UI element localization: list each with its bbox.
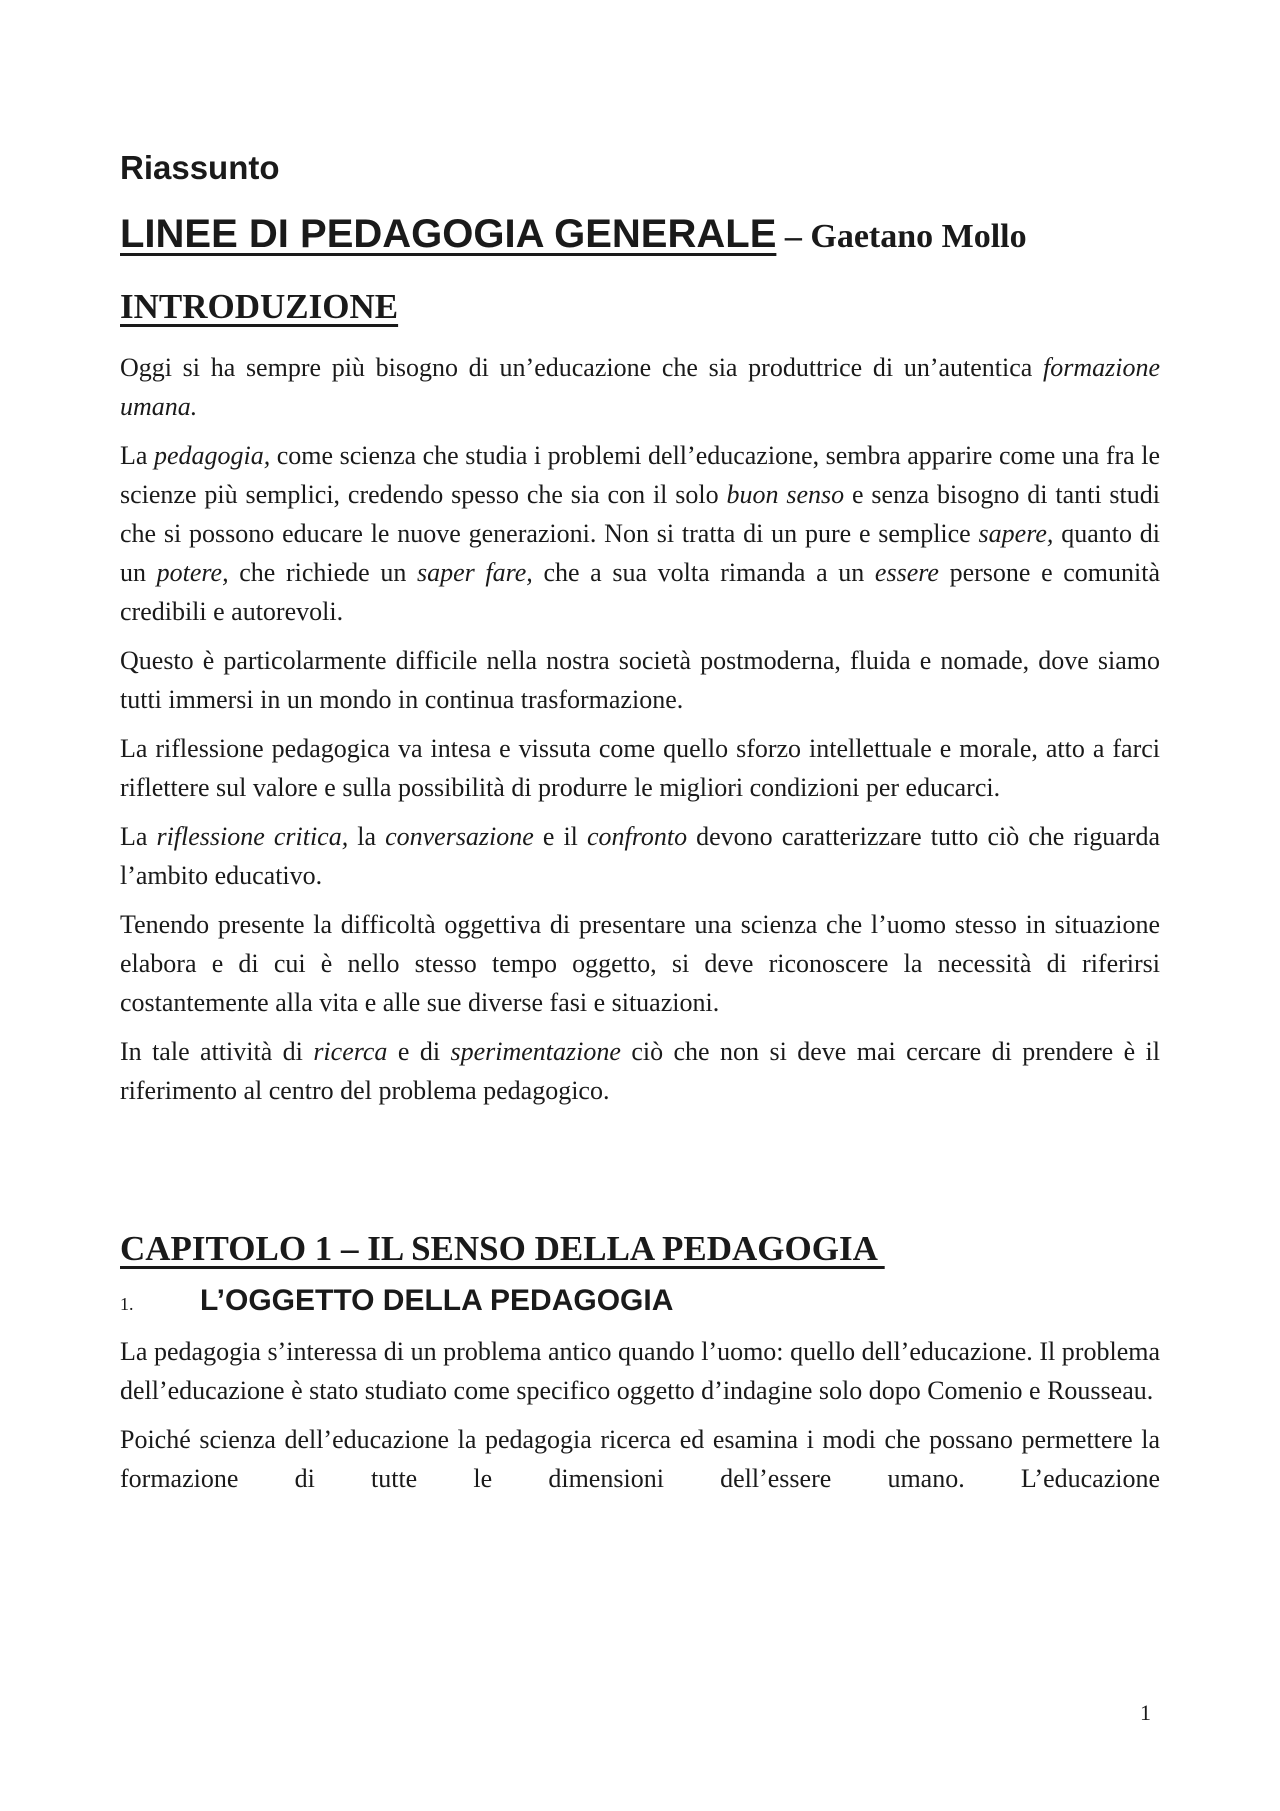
intro-paragraph-2: La pedagogia, come scienza che studia i problemi dell’educazione, sembra apparire come una fra le scienze più semplici, credendo spesso che sia con il solo buon senso e senza bisogno di tanti studi che si possono educare le nuove generazioni. Non si tratta di un pure e semplice sapere, quanto di un potere, che richiede un saper fare, che a sua volta rimanda a un essere persone e comunità credibili e autorevoli.	[120, 441, 1161, 627]
chapter-heading: CAPITOLO 1 – IL SENSO DELLA PEDAGOGIA	[120, 1229, 885, 1269]
introduction-heading: INTRODUZIONE	[120, 287, 399, 327]
intro-paragraph-7: In tale attività di ricerca e di sperimentazione ciò che non si deve mai cercare di prendere è il riferimento al centro del problema pedagogico.	[120, 1037, 1161, 1106]
title-main: LINEE DI PEDAGOGIA GENERALE	[120, 212, 777, 257]
intro-paragraph-1: Oggi si ha sempre più bisogno di un’educazione che sia produttrice di un’autentica formazione umana.	[120, 353, 1160, 422]
intro-paragraph-5: La riflessione critica, la conversazione e il confronto devono caratterizzare tutto ciò che riguarda l’ambito educativo.	[120, 822, 1161, 891]
section-number: 1.	[120, 1294, 134, 1315]
section-title: L’OGGETTO DELLA PEDAGOGIA	[200, 1284, 674, 1318]
title-author: – Gaetano Mollo	[776, 218, 1027, 256]
section-spacer	[120, 1120, 1160, 1228]
intro-paragraph-4: La riflessione pedagogica va intesa e vissuta come quello sforzo intellettuale e morale, atto a farci riflettere sul valore e sulla possibilità di produrre le migliori condizioni per educarci.	[120, 734, 1160, 803]
page-number: 1	[1140, 1700, 1151, 1725]
chapter-paragraph-2: Poiché scienza dell’educazione la pedagogia ricerca ed esamina i modi che possano permettere la formazione di tutte le dimensioni dell’essere umano. L’educazione	[120, 1425, 1160, 1494]
document-title	[120, 212, 1160, 256]
document-label: Riassunto	[120, 149, 280, 186]
intro-paragraph-3: Questo è particolarmente difficile nella nostra società postmoderna, fluida e nomade, dove siamo tutti immersi in un mondo in continua trasformazione.	[120, 646, 1160, 715]
page-content	[120, 150, 1160, 1508]
section-heading	[120, 1284, 1160, 1318]
intro-paragraph-6: Tenendo presente la difficoltà oggettiva di presentare una scienza che l’uomo stesso in situazione elabora e di cui è nello stesso tempo oggetto, si deve riconoscere la necessità di riferirsi costantemente alla vita e alle sue diverse fasi e situazioni.	[120, 910, 1160, 1018]
chapter-paragraph-1: La pedagogia s’interessa di un problema antico quando l’uomo: quello dell’educazione. Il problema dell’educazione è stato studiato come specifico oggetto d’indagine solo dopo Comenio e Rousseau.	[120, 1337, 1160, 1406]
